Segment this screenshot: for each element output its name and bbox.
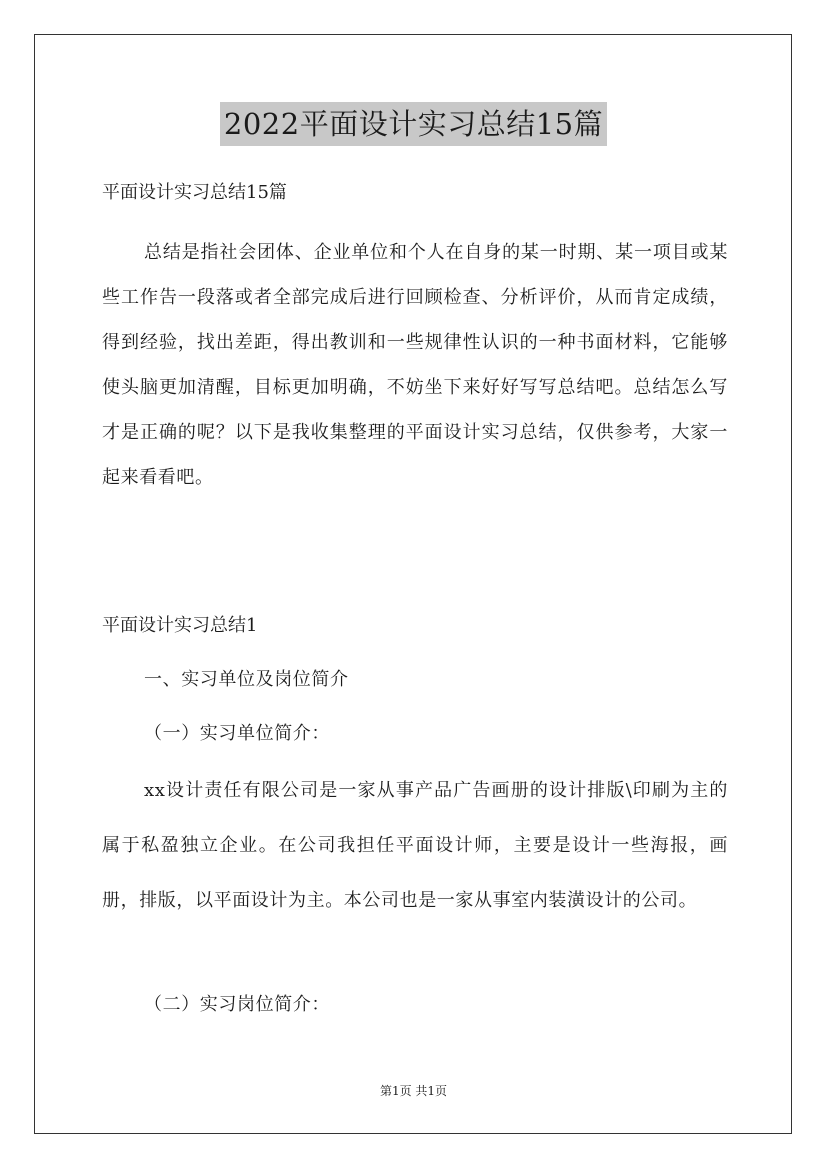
document-title	[0, 102, 827, 146]
company-paragraph: xx设计责任有限公司是一家从事产品广告画册的设计排版\印刷为主的属于私盈独立企业。在公司我担任平面设计师，主要是设计一些海报，画册，排版，以平面设计为主。本公司也是一家从事室内装潢设计的公司。	[102, 780, 728, 911]
heading-position-intro: （二）实习岗位简介：	[144, 994, 330, 1015]
page-footer: 第1页 共1页	[379, 1084, 448, 1098]
intro-paragraph: 总结是指社会团体、企业单位和个人在自身的某一时期、某一项目或某些工作告一段落或者全部完成后进行回顾检查、分析评价，从而肯定成绩，得到经验，找出差距，得出教训和一些规律性认识的一种书面材料，它能够使头脑更加清醒，目标更加明确，不妨坐下来好好写写总结吧。总结怎么写才是正确的呢？以下是我收集整理的平面设计实习总结，仅供参考，大家一起来看看吧。	[102, 242, 728, 488]
heading-internship-overview: 一、实习单位及岗位简介	[144, 669, 349, 690]
heading-company-intro: （一）实习单位简介：	[144, 723, 330, 744]
section-title: 平面设计实习总结1	[102, 615, 258, 636]
document-subtitle: 平面设计实习总结15篇	[102, 182, 287, 203]
document-title-text: 2022平面设计实习总结15篇	[220, 102, 607, 146]
